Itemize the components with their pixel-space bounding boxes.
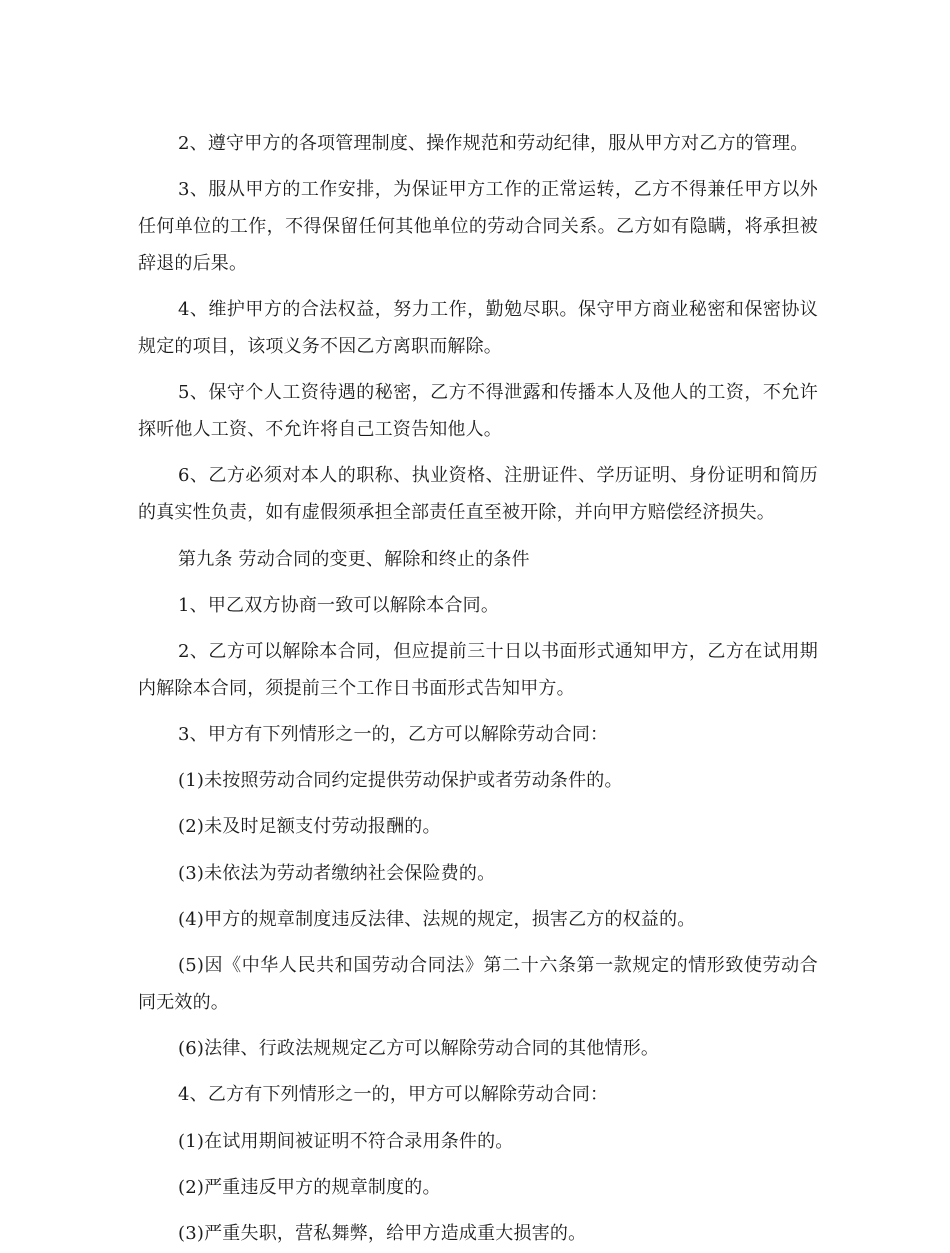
list-item: (6)法律、行政法规规定乙方可以解除劳动合同的其他情形。 xyxy=(178,1038,660,1060)
document-body xyxy=(138,126,818,1253)
clause-paragraph: 2、乙方可以解除本合同，但应提前三十日以书面形式通知甲方，乙方在试用期内解除本合同，须提前三个工作日书面形式告知甲方。 xyxy=(138,640,818,699)
clause-paragraph: 5、保守个人工资待遇的秘密，乙方不得泄露和传播本人及他人的工资，不允许探听他人工资、不允许将自己工资告知他人。 xyxy=(138,382,818,441)
list-item: (4)甲方的规章制度违反法律、法规的规定，损害乙方的权益的。 xyxy=(178,908,696,930)
clause-paragraph: 4、乙方有下列情形之一的，甲方可以解除劳动合同： xyxy=(178,1084,609,1106)
clause-paragraph: 4、维护甲方的合法权益，努力工作，勤勉尽职。保守甲方商业秘密和保密协议规定的项目，该项义务不因乙方离职而解除。 xyxy=(138,299,818,358)
clause-paragraph: 1、甲乙双方协商一致可以解除本合同。 xyxy=(178,594,500,616)
list-item: (5)因《中华人民共和国劳动合同法》第二十六条第一款规定的情形致使劳动合同无效的。 xyxy=(138,955,818,1013)
list-item: (1)在试用期间被证明不符合录用条件的。 xyxy=(178,1130,514,1152)
list-item: (3)未依法为劳动者缴纳社会保险费的。 xyxy=(178,862,496,884)
list-item: (2)未及时足额支付劳动报酬的。 xyxy=(178,816,441,838)
section-heading: 第九条 劳动合同的变更、解除和终止的条件 xyxy=(178,548,530,570)
list-item: (1)未按照劳动合同约定提供劳动保护或者劳动条件的。 xyxy=(178,770,623,792)
list-item: (2)严重违反甲方的规章制度的。 xyxy=(178,1176,441,1198)
clause-paragraph: 3、甲方有下列情形之一的，乙方可以解除劳动合同： xyxy=(178,724,609,746)
list-item: (3)严重失职，营私舞弊，给甲方造成重大损害的。 xyxy=(178,1223,587,1244)
clause-paragraph: 6、乙方必须对本人的职称、执业资格、注册证件、学历证明、身份证明和简历的真实性负责，如有虚假须承担全部责任直至被开除，并向甲方赔偿经济损失。 xyxy=(138,465,818,524)
clause-paragraph: 2、遵守甲方的各项管理制度、操作规范和劳动纪律，服从甲方对乙方的管理。 xyxy=(178,133,809,154)
clause-paragraph: 3、服从甲方的工作安排，为保证甲方工作的正常运转，乙方不得兼任甲方以外任何单位的工作，不得保留任何其他单位的劳动合同关系。乙方如有隐瞒，将承担被辞退的后果。 xyxy=(138,179,818,275)
